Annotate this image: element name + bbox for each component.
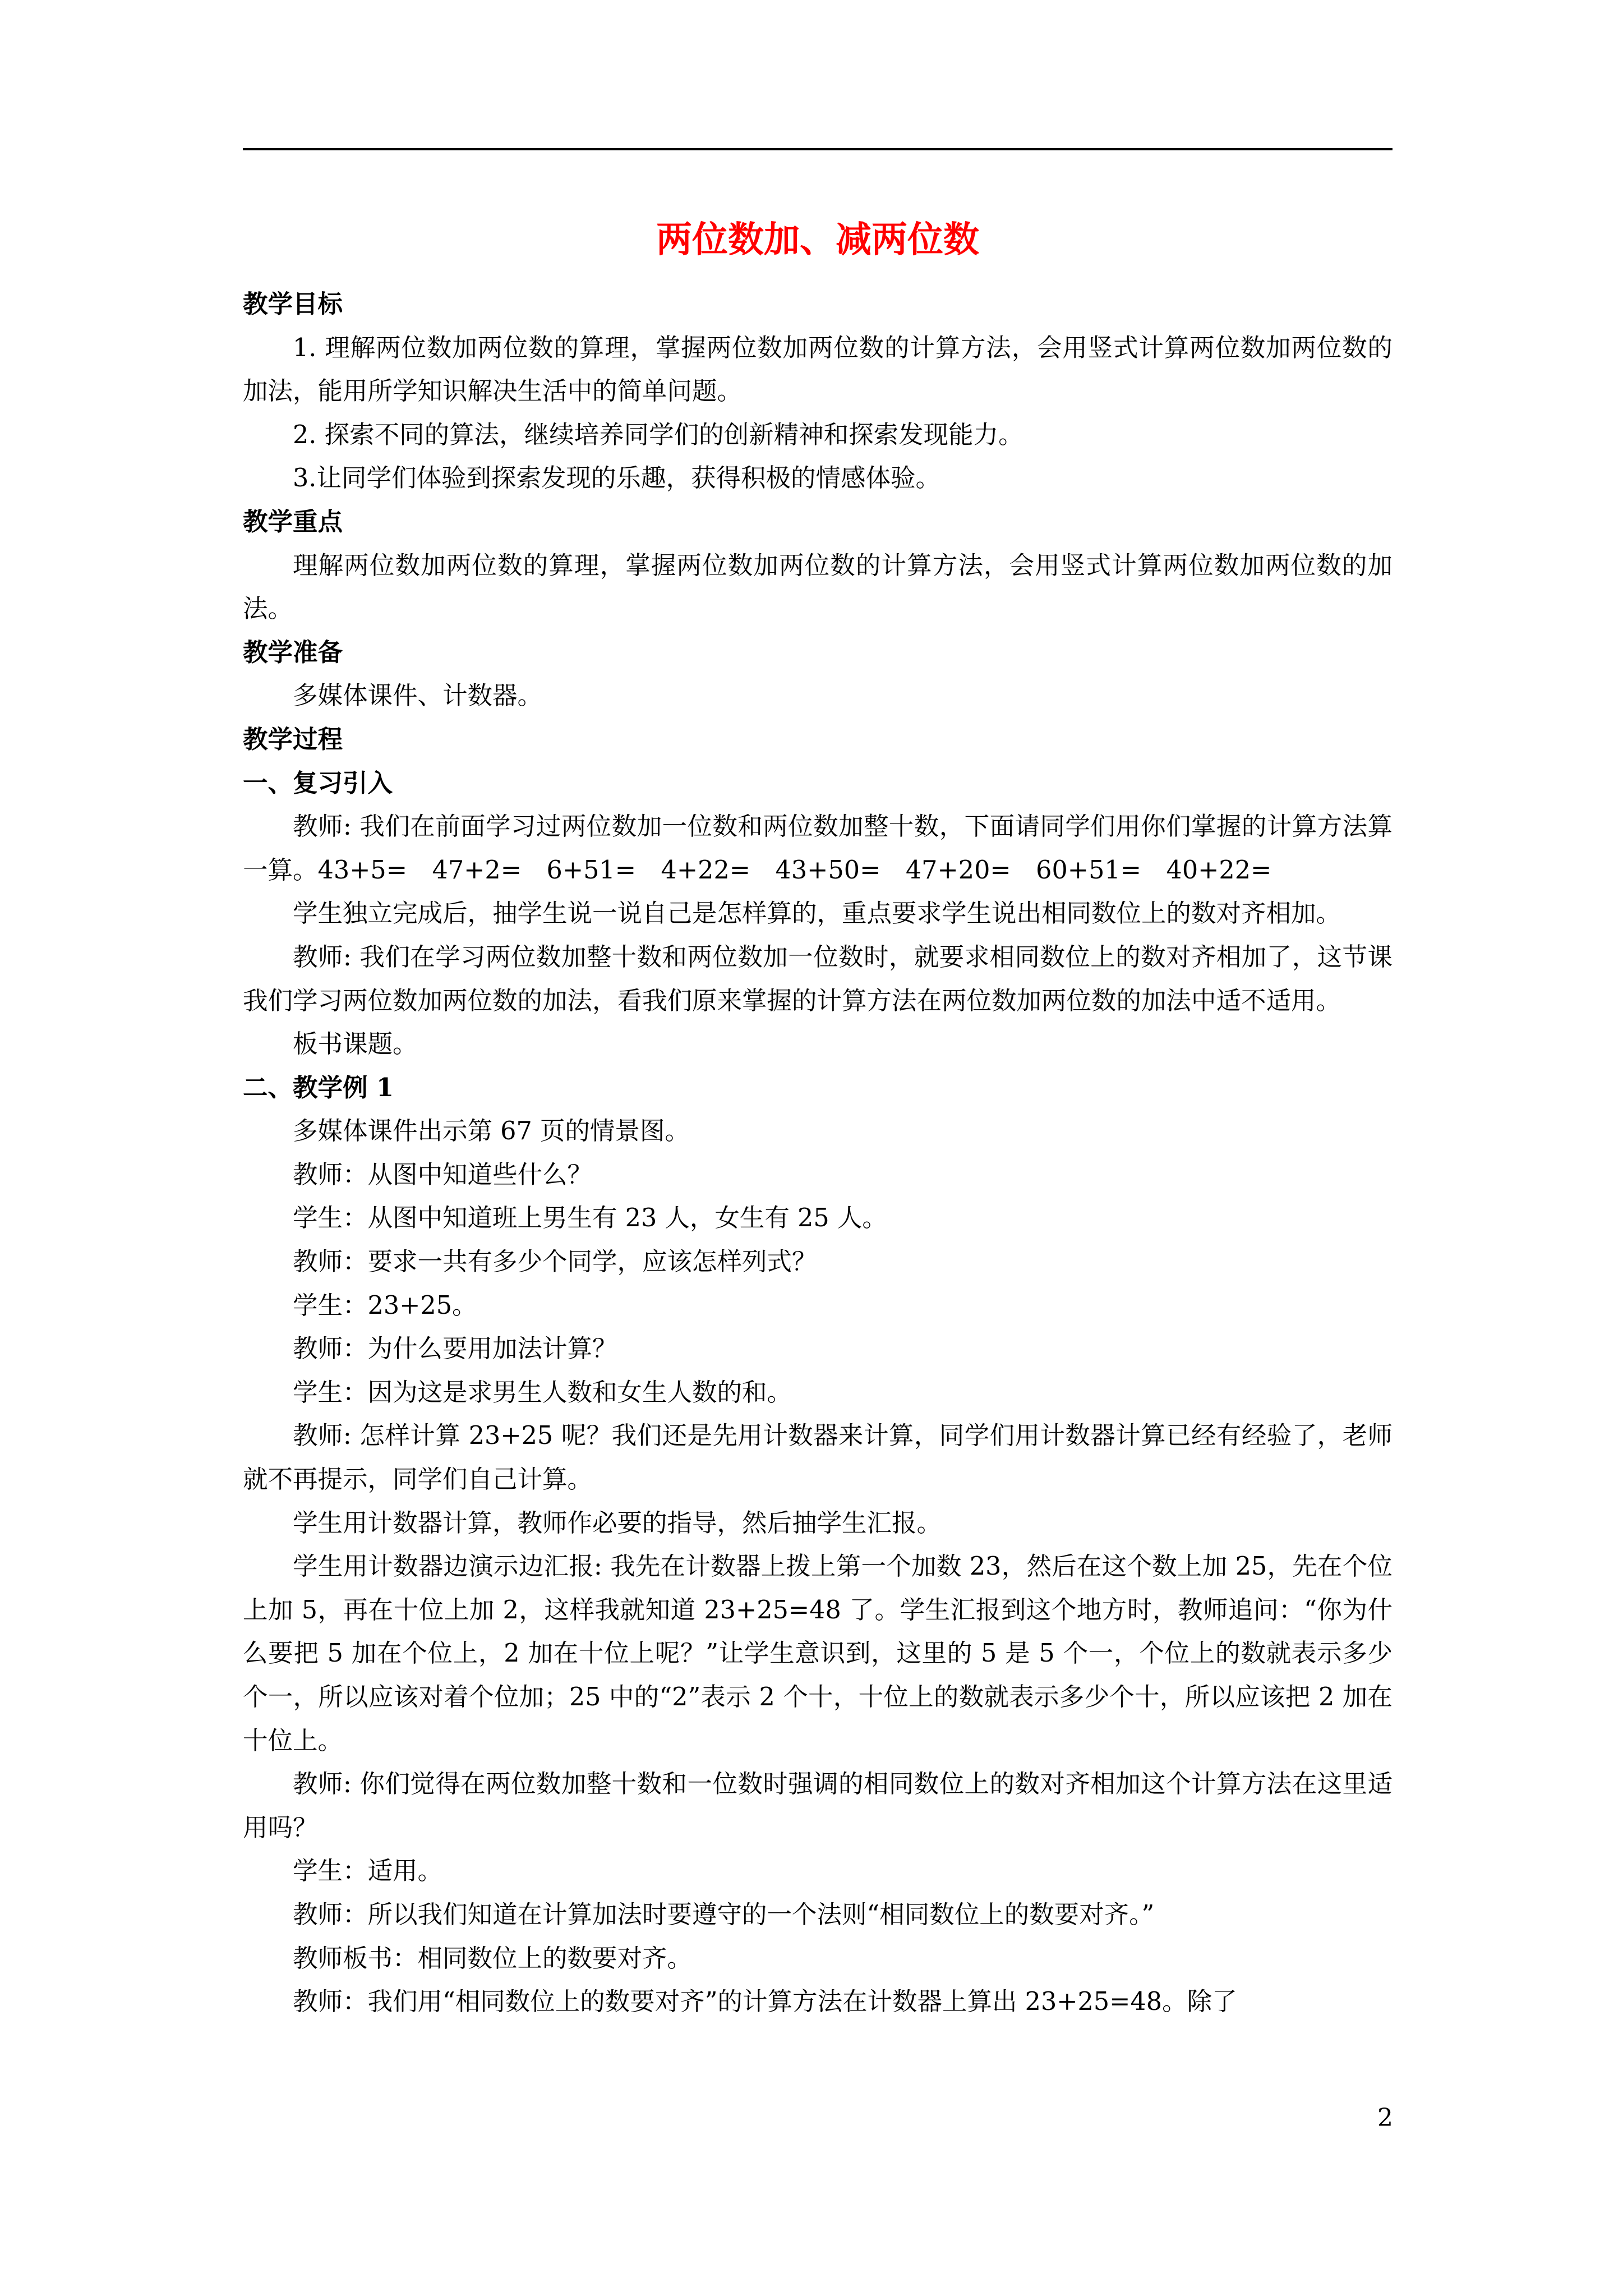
objective-item: 2. 探索不同的算法，继续培养同学们的创新精神和探索发现能力。 xyxy=(293,420,1023,449)
section-paragraph: 教师：为什么要用加法计算？ xyxy=(293,1335,617,1364)
page-number: 2 xyxy=(1377,2104,1393,2132)
heading-preparation: 教学准备 xyxy=(243,637,343,667)
section-paragraph: 教师：我们用“相同数位上的数要对齐”的计算方法在计数器上算出 23+25=48。除了 xyxy=(293,1987,1237,2017)
section-paragraph: 多媒体课件出示第 67 页的情景图。 xyxy=(293,1117,690,1146)
section-paragraph: 教师：要求一共有多少个同学，应该怎样列式？ xyxy=(293,1248,817,1277)
section-paragraph: 教师: 我们在学习两位数加整十数和两位数加一位数时，就要求相同数位上的数对齐相加了，这节课我们学习两位数加两位数的加法，看我们原来掌握的计算方法在两位数加两位数的加法中适不适用。 xyxy=(243,942,1393,1015)
heading-section-review: 一、复习引入 xyxy=(243,768,393,798)
document-title: 两位数加、减两位数 xyxy=(656,219,979,261)
section-paragraph: 学生：从图中知道班上男生有 23 人，女生有 25 人。 xyxy=(293,1204,887,1233)
section-paragraph: 学生用计数器计算，教师作必要的指导，然后抽学生汇报。 xyxy=(293,1508,942,1538)
section-paragraph: 学生：适用。 xyxy=(293,1857,443,1886)
heading-section-example: 二、教学例 1 xyxy=(243,1073,394,1102)
objective-item: 3.让同学们体验到探索发现的乐趣，获得积极的情感体验。 xyxy=(293,464,940,493)
key-points-text: 理解两位数加两位数的算理，掌握两位数加两位数的计算方法，会用竖式计算两位数加两位数的加法。 xyxy=(243,551,1393,624)
section-paragraph: 学生：23+25。 xyxy=(293,1291,477,1320)
section-paragraph: 教师板书：相同数位上的数要对齐。 xyxy=(293,1944,693,1973)
preparation-text: 多媒体课件、计数器。 xyxy=(293,682,543,711)
objective-item: 1. 理解两位数加两位数的算理，掌握两位数加两位数的计算方法，会用竖式计算两位数加两位数的加法，能用所学知识解决生活中的简单问题。 xyxy=(243,333,1393,406)
section-paragraph: 学生用计数器边演示边汇报: 我先在计数器上拨上第一个加数 23，然后在这个数上加 25，先在个位上加 5，再在十位上加 2，这样我就知道 23+25=48 了。学生汇报到这个地方时，教师追问：“你为什么要把 5 加在个位上，2 加在十位上呢？”让学生意识到，这里的 5 是 5 个一，个位上的数就表示多少个一，所以应该对着个位加；25 中的“2”表示 2 个十，十位上的数就表示多少个十，所以应该把 2 加在十位上。 xyxy=(243,1552,1393,1755)
heading-process: 教学过程 xyxy=(243,724,343,754)
heading-objectives: 教学目标 xyxy=(243,289,343,319)
section-paragraph: 教师: 怎样计算 23+25 呢？我们还是先用计数器来计算，同学们用计数器计算已经有经验了，老师就不再提示，同学们自己计算。 xyxy=(243,1421,1393,1494)
section-paragraph: 教师：从图中知道些什么？ xyxy=(293,1160,593,1189)
header-rule xyxy=(243,148,1393,150)
section-paragraph: 教师: 我们在前面学习过两位数加一位数和两位数加整十数，下面请同学们用你们掌握的计算方法算一算。43+5= 47+2= 6+51= 4+22= 43+50= 47+20= 60+51= 40+22= xyxy=(243,812,1393,885)
section-paragraph: 学生独立完成后，抽学生说一说自己是怎样算的，重点要求学生说出相同数位上的数对齐相加。 xyxy=(293,899,1341,928)
section-paragraph: 学生：因为这是求男生人数和女生人数的和。 xyxy=(293,1378,792,1407)
heading-key-points: 教学重点 xyxy=(243,507,343,536)
document-body xyxy=(243,283,1393,2024)
section-paragraph: 教师：所以我们知道在计算加法时要遵守的一个法则“相同数位上的数要对齐。” xyxy=(293,1900,1155,1929)
section-paragraph: 教师: 你们觉得在两位数加整十数和一位数时强调的相同数位上的数对齐相加这个计算方法在这里适用吗？ xyxy=(243,1770,1393,1842)
section-paragraph: 板书课题。 xyxy=(293,1030,418,1059)
